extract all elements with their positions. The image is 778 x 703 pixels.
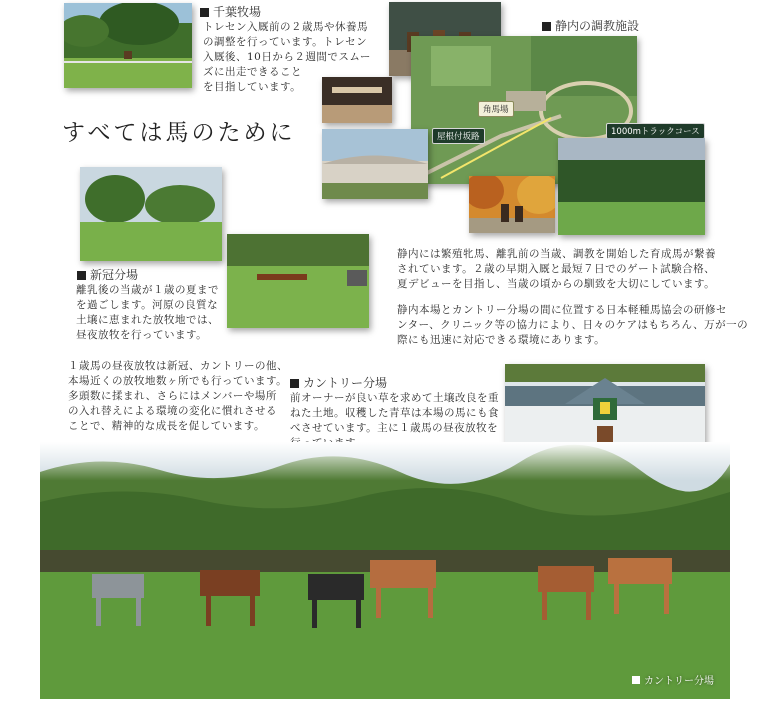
shizunai-paragraph-2: 静内本場とカントリー分場の間に位置する日本軽種馬協会の研修セ ンター、クリニック等の協力により、日々のケアはもちろん、万が一の 際にも迅速に対応できる環境にあります。 <box>397 304 749 346</box>
chiba-body: トレセン入厩前の２歳馬や休養馬 の調整を行っています。トレセン 入厩後、10日から２週間でスムー ズに出走できること を目指しています。 <box>203 21 371 93</box>
shizunai-heading: 静内の調教施設 <box>542 17 639 34</box>
niikappu-body: 離乳後の当歳が１歳の夏まで を過ごします。河原の良質な 土壌に恵まれた放牧地では、 昼夜放牧を行っています。 <box>76 284 219 341</box>
chiba-heading: 千葉牧場 <box>200 3 261 20</box>
niikappu-heading: 新冠分場 <box>77 266 138 283</box>
square-bullet-icon <box>200 8 209 17</box>
country-body: 前オーナーが良い草を求めて土壌改良を重 ねた土地。収穫した青草は本場の馬にも食 べさせています。主に１歳馬の昼夜放牧を <box>290 392 499 434</box>
country-pasture-photo <box>40 442 730 699</box>
shizunai-paragraph-1: 静内には繁殖牝馬、離乳前の当歳、調教を開始した育成馬が繋養 されています。２歳の早期入厩と最短７日でのゲート試験合格、 夏デビューを目指し、当歳の頃からの馴致を大切にしています。 <box>397 248 716 290</box>
barn-photo <box>322 129 428 199</box>
track-course-label: 1000mトラックコース <box>606 123 705 139</box>
yearling-body: １歳馬の昼夜放牧は新冠、カントリーの他、 本場近くの放牧地数ヶ所でも行っています。 多頭数に揉まれ、さらにはメンバーや場所 の入れ替えによる環境の変化に慣れさせる ことで、精神的な成長を促しています。 <box>68 360 288 432</box>
square-bullet-icon <box>290 379 299 388</box>
chiba-farm-photo <box>64 3 192 88</box>
hill-course-label: 屋根付坂路 <box>432 128 485 144</box>
square-bullet-icon <box>542 22 551 31</box>
square-bullet-icon <box>632 676 640 684</box>
niikappu-herd-photo <box>227 234 369 328</box>
page-title: すべては馬のために <box>62 120 296 146</box>
country-heading: カントリー分場 <box>290 374 387 391</box>
track-field-photo <box>558 138 705 235</box>
niikappu-trees-photo <box>80 167 222 261</box>
kakubaba-label: 角馬場 <box>478 101 514 117</box>
autumn-trail-photo <box>469 176 555 233</box>
indoor-arena-photo <box>322 77 392 123</box>
bottom-photo-caption: カントリー分場 <box>632 672 714 687</box>
square-bullet-icon <box>77 271 86 280</box>
